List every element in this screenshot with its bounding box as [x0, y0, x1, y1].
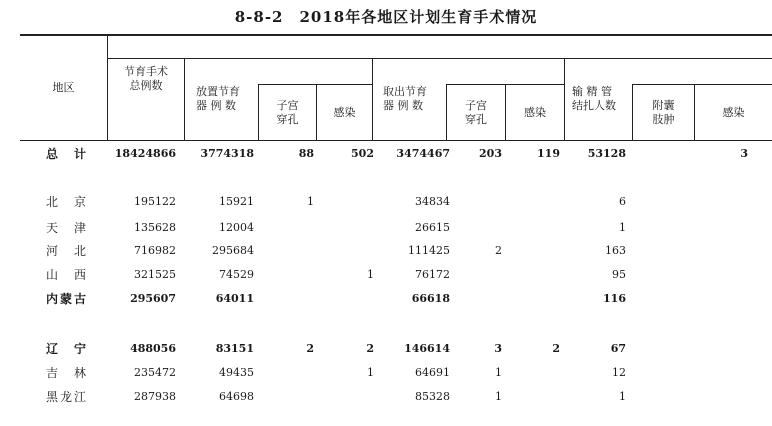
row-region: 北 京 — [46, 195, 89, 209]
cell-iud-remove: 3474467 — [396, 147, 450, 160]
table-row — [20, 240, 772, 262]
cell-iud-insert: 15921 — [219, 195, 254, 208]
header-epididymal-cyst: 附囊 肢肿 — [652, 98, 675, 126]
cell-vas-infection — [700, 362, 748, 384]
row-region: 内蒙古 — [46, 292, 89, 306]
cell-insert-perforation — [260, 362, 314, 384]
row-region: 山 西 — [46, 268, 89, 282]
group-rule — [107, 58, 772, 59]
cell-vas-infection — [700, 240, 748, 262]
cell-insert-infection — [320, 386, 374, 408]
cell-epididymal-cyst — [632, 264, 688, 286]
cell-vasectomy: 95 — [612, 268, 626, 281]
table-row — [20, 264, 772, 286]
table-row — [20, 191, 772, 213]
header-bottom-rule — [20, 140, 772, 141]
cell-vasectomy: 1 — [619, 221, 626, 234]
cell-insert-perforation: 2 — [306, 342, 314, 355]
table-title-text: 2018年各地区计划生育手术情况 — [299, 8, 538, 26]
cell-insert-infection: 1 — [367, 366, 374, 379]
cell-remove-infection — [506, 240, 560, 262]
header-remove-infection: 感染 — [524, 105, 546, 119]
cell-iud-remove: 26615 — [415, 221, 450, 234]
row-region: 天 津 — [46, 221, 89, 235]
table-title — [0, 6, 772, 27]
cell-epididymal-cyst — [632, 338, 688, 360]
cell-insert-perforation — [260, 240, 314, 262]
table-row-total — [20, 143, 772, 165]
cell-total-ops: 135628 — [134, 221, 176, 234]
header-vasectomy: 输 精 管 结扎人数 — [572, 85, 616, 112]
table-row — [20, 386, 772, 408]
cell-iud-remove: 146614 — [404, 342, 450, 355]
cell-remove-infection — [506, 191, 560, 213]
cell-vas-infection — [700, 288, 748, 310]
cell-iud-insert: 64011 — [215, 292, 254, 305]
header-iud-insert: 放置节育 器 例 数 — [196, 85, 240, 112]
cell-vasectomy: 6 — [619, 195, 626, 208]
cell-insert-perforation: 1 — [307, 195, 314, 208]
cell-remove-infection: 2 — [552, 342, 560, 355]
cell-iud-remove: 64691 — [415, 366, 450, 379]
cell-epididymal-cyst — [632, 362, 688, 384]
cell-epididymal-cyst — [632, 288, 688, 310]
table-row — [20, 362, 772, 384]
table-number: 8-8-2 — [234, 8, 284, 26]
cell-iud-remove: 66618 — [411, 292, 450, 305]
cell-vas-infection — [700, 338, 748, 360]
cell-remove-infection — [506, 288, 560, 310]
cell-epididymal-cyst — [632, 217, 688, 239]
header-insert-infection: 感染 — [333, 105, 356, 119]
cell-epididymal-cyst — [632, 191, 688, 213]
header-insert-perforation: 子宫 穿孔 — [276, 98, 299, 126]
cell-vasectomy: 67 — [610, 342, 626, 355]
row-region: 河 北 — [46, 244, 89, 258]
cell-insert-perforation: 88 — [298, 147, 314, 160]
header-vas-infection: 感染 — [722, 105, 745, 119]
cell-vasectomy: 116 — [603, 292, 626, 305]
cell-remove-infection — [506, 217, 560, 239]
cell-insert-perforation — [260, 288, 314, 310]
cell-remove-perforation — [448, 288, 502, 310]
cell-remove-perforation — [448, 217, 502, 239]
cell-epididymal-cyst — [632, 240, 688, 262]
vrule-remove-inf — [564, 58, 565, 141]
cell-total-ops: 235472 — [134, 366, 176, 379]
cell-total-ops: 195122 — [134, 195, 176, 208]
header-total-ops: 节育手术 总例数 — [124, 65, 168, 92]
cell-insert-perforation — [260, 386, 314, 408]
cell-iud-remove: 111425 — [408, 244, 450, 257]
header-remove-perforation: 子宫 穿孔 — [465, 98, 487, 126]
row-region: 辽 宁 — [46, 342, 89, 356]
cell-insert-infection — [320, 191, 374, 213]
vrule-insert-inf — [372, 58, 373, 141]
cell-iud-insert: 64698 — [219, 390, 254, 403]
cell-remove-perforation — [448, 264, 502, 286]
vrule-total — [184, 58, 185, 141]
cell-insert-infection — [320, 240, 374, 262]
cell-remove-infection — [506, 264, 560, 286]
cell-total-ops: 716982 — [134, 244, 176, 257]
cell-iud-insert: 295684 — [212, 244, 254, 257]
cell-remove-infection — [506, 362, 560, 384]
cell-vas-infection — [700, 386, 748, 408]
header-iud-remove: 取出节育 器 例 数 — [383, 85, 427, 112]
cell-total-ops: 488056 — [130, 342, 176, 355]
top-rule — [20, 34, 772, 36]
cell-total-ops: 321525 — [134, 268, 176, 281]
cell-total-ops: 287938 — [134, 390, 176, 403]
cell-epididymal-cyst — [632, 143, 688, 165]
cell-vas-infection — [700, 217, 748, 239]
cell-vasectomy: 163 — [605, 244, 626, 257]
cell-total-ops: 295607 — [130, 292, 176, 305]
cell-vas-infection: 3 — [740, 147, 748, 160]
cell-insert-infection: 502 — [351, 147, 374, 160]
cell-remove-perforation: 3 — [494, 342, 502, 355]
cell-iud-remove: 34834 — [415, 195, 450, 208]
cell-insert-perforation — [260, 264, 314, 286]
cell-remove-infection: 119 — [537, 147, 560, 160]
cell-vasectomy: 53128 — [587, 147, 626, 160]
cell-iud-insert: 83151 — [215, 342, 254, 355]
cell-iud-insert: 3774318 — [200, 147, 254, 160]
cell-remove-perforation: 203 — [479, 147, 502, 160]
cell-remove-perforation — [448, 191, 502, 213]
cell-vasectomy: 12 — [612, 366, 626, 379]
cell-iud-remove: 85328 — [415, 390, 450, 403]
cell-vas-infection — [700, 264, 748, 286]
cell-iud-remove: 76172 — [415, 268, 450, 281]
cell-epididymal-cyst — [632, 386, 688, 408]
row-region: 吉 林 — [46, 366, 89, 380]
cell-iud-insert: 49435 — [219, 366, 254, 379]
cell-remove-infection — [506, 386, 560, 408]
row-region: 总 计 — [46, 147, 89, 161]
cell-insert-infection: 2 — [366, 342, 374, 355]
cell-remove-perforation: 2 — [495, 244, 502, 257]
table-row — [20, 217, 772, 239]
cell-insert-infection — [320, 288, 374, 310]
cell-total-ops: 18424866 — [114, 147, 176, 160]
table-row — [20, 288, 772, 310]
cell-insert-infection — [320, 217, 374, 239]
cell-vasectomy: 1 — [619, 390, 626, 403]
cell-iud-insert: 12004 — [219, 221, 254, 234]
cell-remove-perforation: 1 — [495, 390, 502, 403]
cell-vas-infection — [700, 191, 748, 213]
cell-insert-infection: 1 — [367, 268, 374, 281]
header-region: 地区 — [52, 81, 75, 94]
table-row — [20, 338, 772, 360]
cell-insert-perforation — [260, 217, 314, 239]
cell-remove-perforation: 1 — [495, 366, 502, 379]
cell-iud-insert: 74529 — [219, 268, 254, 281]
row-region: 黑龙江 — [46, 390, 89, 404]
